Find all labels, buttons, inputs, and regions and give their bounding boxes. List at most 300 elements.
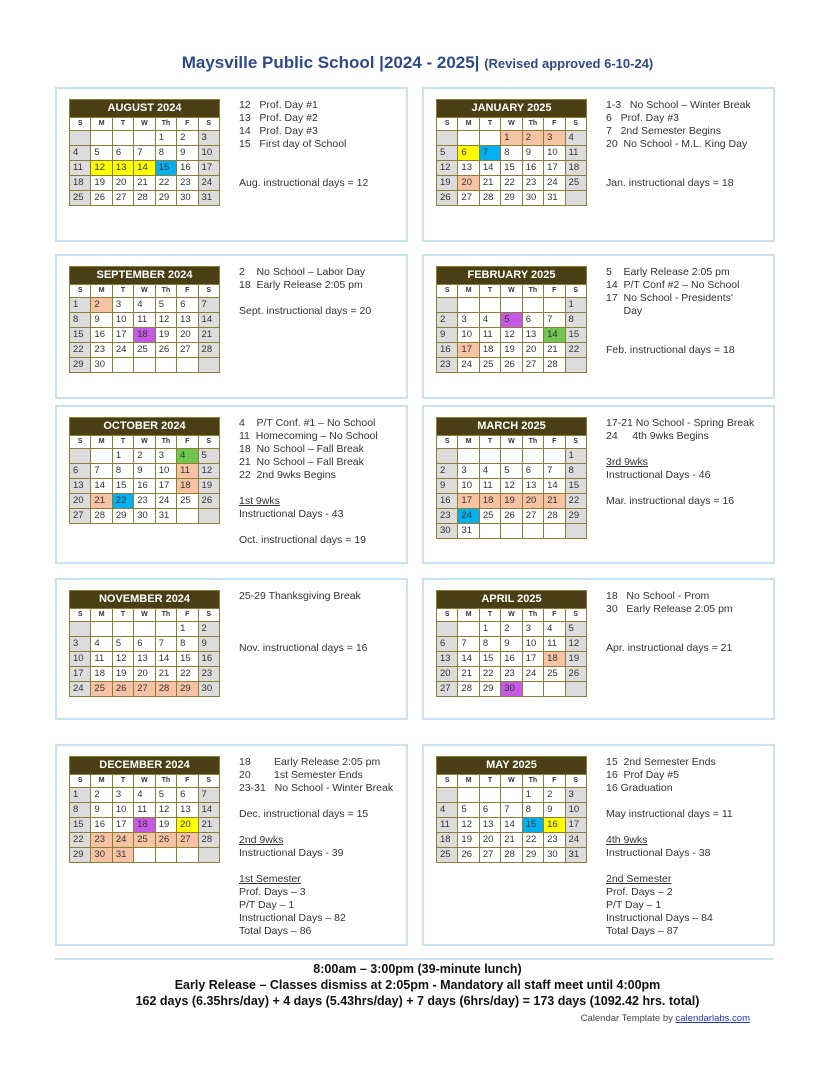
calendar-day: 17	[565, 818, 586, 833]
empty-day	[501, 788, 522, 803]
weekday-header: T	[479, 436, 500, 449]
note-line: 17 No School - Presidents'	[606, 292, 733, 304]
calendarlabs-link[interactable]: calendarlabs.com	[675, 1013, 750, 1024]
weekday-header: F	[177, 118, 198, 131]
month-panel	[55, 87, 408, 242]
calendar-day: 28	[155, 682, 176, 697]
calendar-day: 13	[177, 313, 198, 328]
note-line: Sept. instructional days = 20	[239, 305, 372, 317]
month-calendar	[436, 266, 587, 373]
calendar-day: 28	[134, 191, 155, 206]
empty-day	[155, 358, 176, 373]
calendar-day: 6	[522, 464, 543, 479]
calendar-day: 4	[479, 313, 500, 328]
calendar-day: 5	[437, 146, 458, 161]
weekday-header: F	[544, 118, 565, 131]
calendar-day: 22	[501, 176, 522, 191]
empty-day	[177, 358, 198, 373]
weekday-header: M	[458, 609, 479, 622]
calendar-day: 22	[177, 667, 198, 682]
month-notes	[606, 266, 796, 357]
note-spacer	[606, 860, 796, 873]
weekday-header: S	[565, 609, 586, 622]
empty-day	[501, 449, 522, 464]
note-line: Total Days – 87	[606, 925, 679, 937]
calendar-day: 24	[70, 682, 91, 697]
calendar-day: 29	[501, 191, 522, 206]
calendar-day: 25	[70, 191, 91, 206]
month-calendar	[436, 590, 587, 697]
calendar-day: 10	[458, 328, 479, 343]
weekday-header: F	[177, 436, 198, 449]
calendar-day: 23	[437, 358, 458, 373]
calendar-day: 26	[112, 682, 133, 697]
weekday-header: F	[177, 609, 198, 622]
note-line: 7 2nd Semester Begins	[606, 125, 721, 137]
calendar-day: 28	[501, 848, 522, 863]
calendar-day: 30	[544, 848, 565, 863]
calendar-day: 10	[544, 146, 565, 161]
calendar-day: 14	[544, 328, 565, 343]
note-line: P/T Day – 1	[239, 899, 295, 911]
empty-day	[479, 524, 500, 539]
calendar-day: 27	[112, 191, 133, 206]
empty-day	[70, 131, 91, 146]
calendar-day: 4	[91, 637, 112, 652]
empty-day	[437, 131, 458, 146]
calendar-day: 2	[437, 464, 458, 479]
weekday-header: W	[134, 609, 155, 622]
month-title: DECEMBER 2024	[70, 757, 220, 775]
calendar-day: 3	[70, 637, 91, 652]
calendar-day: 13	[522, 479, 543, 494]
calendar-day: 3	[458, 313, 479, 328]
calendar-day: 23	[544, 833, 565, 848]
weekday-header: S	[70, 609, 91, 622]
calendar-day: 2	[501, 622, 522, 637]
calendar-day: 23	[91, 833, 112, 848]
empty-day	[134, 622, 155, 637]
calendar-day: 24	[198, 176, 219, 191]
empty-day	[565, 191, 586, 206]
empty-day	[198, 358, 219, 373]
calendar-day: 7	[501, 803, 522, 818]
weekday-header: W	[501, 285, 522, 298]
note-spacer	[239, 603, 429, 616]
calendar-day: 7	[479, 146, 500, 161]
calendar-day: 11	[134, 803, 155, 818]
note-line: 30 Early Release 2:05 pm	[606, 603, 733, 615]
month-calendar	[69, 590, 220, 697]
calendar-day: 12	[458, 818, 479, 833]
note-line: 13 Prof. Day #2	[239, 112, 318, 124]
empty-day	[458, 449, 479, 464]
calendar-day: 12	[91, 161, 112, 176]
month-title: NOVEMBER 2024	[70, 591, 220, 609]
calendar-day: 15	[565, 328, 586, 343]
calendar-day: 1	[70, 788, 91, 803]
calendar-day: 18	[70, 176, 91, 191]
calendar-day: 23	[198, 667, 219, 682]
calendar-day: 16	[134, 479, 155, 494]
calendar-day: 23	[522, 176, 543, 191]
weekday-header: F	[177, 285, 198, 298]
calendar-day: 21	[91, 494, 112, 509]
calendar-day: 7	[198, 298, 219, 313]
month-title: JANUARY 2025	[437, 100, 587, 118]
note-spacer	[239, 292, 429, 305]
calendar-day: 20	[458, 176, 479, 191]
calendar-day: 15	[70, 818, 91, 833]
note-spacer	[239, 482, 429, 495]
calendar-day: 9	[177, 146, 198, 161]
calendar-day: 25	[565, 176, 586, 191]
note-line: 15 First day of School	[239, 138, 347, 150]
days-summary: 162 days (6.35hrs/day) + 4 days (5.43hrs/day) + 7 days (6hrs/day) = 173 days (1092.42 hrs. total)	[135, 994, 700, 1008]
calendar-day: 19	[91, 176, 112, 191]
month-title: MARCH 2025	[437, 418, 587, 436]
note-line: 24 4th 9wks Begins	[606, 430, 709, 442]
calendar-day: 4	[544, 622, 565, 637]
empty-day	[70, 449, 91, 464]
calendar-day: 1	[70, 298, 91, 313]
note-line: Mar. instructional days = 16	[606, 495, 735, 507]
calendar-day: 8	[70, 803, 91, 818]
note-line: Dec. instructional days = 15	[239, 808, 369, 820]
weekday-header: S	[198, 775, 219, 788]
page-title	[0, 53, 835, 73]
calendar-day: 6	[70, 464, 91, 479]
calendar-day: 20	[112, 176, 133, 191]
calendar-day: 16	[501, 652, 522, 667]
empty-day	[479, 788, 500, 803]
empty-day	[177, 509, 198, 524]
empty-day	[544, 449, 565, 464]
note-spacer	[606, 164, 796, 177]
calendar-day: 5	[198, 449, 219, 464]
calendar-day: 2	[91, 788, 112, 803]
empty-day	[458, 131, 479, 146]
note-spacer	[239, 164, 429, 177]
calendar-day: 4	[177, 449, 198, 464]
note-line: Instructional Days – 84	[606, 912, 713, 924]
note-line: 1-3 No School – Winter Break	[606, 99, 751, 111]
calendar-day: 12	[437, 161, 458, 176]
title-text: Maysville Public School |2024 - 2025|	[181, 53, 480, 72]
calendar-day: 6	[112, 146, 133, 161]
note-line: Instructional Days - 38	[606, 847, 711, 859]
calendar-day: 19	[501, 494, 522, 509]
calendar-day: 30	[91, 848, 112, 863]
month-calendar	[69, 417, 220, 524]
calendar-day: 11	[437, 818, 458, 833]
note-line: 15 2nd Semester Ends	[606, 756, 716, 768]
note-line: 4 P/T Conf. #1 – No School	[239, 417, 376, 429]
calendar-day: 31	[544, 191, 565, 206]
month-panel	[55, 405, 408, 564]
calendar-day: 2	[544, 788, 565, 803]
calendar-day: 19	[565, 652, 586, 667]
calendar-day: 9	[198, 637, 219, 652]
note-line: Instructional Days - 39	[239, 847, 344, 859]
calendar-day: 26	[565, 667, 586, 682]
month-calendar	[69, 756, 220, 863]
empty-day	[437, 622, 458, 637]
calendar-day: 26	[91, 191, 112, 206]
calendar-day: 4	[70, 146, 91, 161]
calendar-day: 17	[112, 328, 133, 343]
calendar-day: 5	[155, 298, 176, 313]
template-credit	[540, 1013, 750, 1024]
calendar-day: 30	[177, 191, 198, 206]
calendar-day: 26	[501, 509, 522, 524]
calendar-day: 23	[437, 509, 458, 524]
calendar-day: 18	[134, 328, 155, 343]
calendar-day: 26	[437, 191, 458, 206]
calendar-day: 16	[177, 161, 198, 176]
calendar-day: 10	[155, 464, 176, 479]
empty-day	[522, 449, 543, 464]
note-line: 2 No School – Labor Day	[239, 266, 366, 278]
calendar-day: 1	[112, 449, 133, 464]
calendar-day: 30	[198, 682, 219, 697]
calendar-day: 19	[155, 328, 176, 343]
calendar-day: 30	[91, 358, 112, 373]
weekday-header: F	[544, 775, 565, 788]
calendar-day: 11	[565, 146, 586, 161]
calendar-day: 27	[134, 682, 155, 697]
empty-day	[112, 622, 133, 637]
calendar-day: 12	[501, 328, 522, 343]
calendar-day: 19	[437, 176, 458, 191]
calendar-day: 28	[544, 358, 565, 373]
empty-day	[458, 298, 479, 313]
weekday-header: Th	[522, 775, 543, 788]
empty-day	[458, 788, 479, 803]
calendar-day: 16	[522, 161, 543, 176]
calendar-day: 10	[198, 146, 219, 161]
note-spacer	[239, 521, 429, 534]
month-panel	[422, 405, 775, 564]
weekday-header: Th	[522, 436, 543, 449]
empty-day	[112, 131, 133, 146]
calendar-day: 7	[544, 464, 565, 479]
calendar-day: 22	[70, 833, 91, 848]
calendar-day: 25	[437, 848, 458, 863]
weekday-header: W	[501, 436, 522, 449]
calendar-day: 6	[134, 637, 155, 652]
calendar-day: 15	[155, 161, 176, 176]
calendar-day: 9	[544, 803, 565, 818]
note-line: Instructional Days - 46	[606, 469, 711, 481]
calendar-day: 18	[565, 161, 586, 176]
note-spacer	[606, 443, 796, 456]
calendar-day: 20	[479, 833, 500, 848]
calendar-day: 8	[177, 637, 198, 652]
calendar-day: 8	[155, 146, 176, 161]
calendar-day: 17	[198, 161, 219, 176]
calendar-day: 1	[522, 788, 543, 803]
calendar-day: 13	[177, 803, 198, 818]
note-spacer	[606, 821, 796, 834]
calendar-day: 29	[155, 191, 176, 206]
note-line: Total Days – 86	[239, 925, 312, 937]
calendar-day: 21	[479, 176, 500, 191]
calendar-day: 13	[112, 161, 133, 176]
weekday-header: S	[70, 285, 91, 298]
calendar-day: 20	[177, 818, 198, 833]
calendar-day: 21	[458, 667, 479, 682]
calendar-day: 2	[177, 131, 198, 146]
calendar-day: 21	[134, 176, 155, 191]
calendar-day: 25	[134, 833, 155, 848]
weekday-header: M	[458, 285, 479, 298]
calendar-day: 29	[70, 358, 91, 373]
note-line: 5 Early Release 2:05 pm	[606, 266, 730, 278]
weekday-header: M	[458, 436, 479, 449]
calendar-day: 24	[544, 176, 565, 191]
calendar-day: 27	[177, 343, 198, 358]
calendar-day: 5	[112, 637, 133, 652]
calendar-day: 23	[501, 667, 522, 682]
calendar-day: 29	[177, 682, 198, 697]
empty-day	[458, 622, 479, 637]
note-line: 14 Prof. Day #3	[239, 125, 318, 137]
month-panel	[422, 87, 775, 242]
empty-day	[522, 298, 543, 313]
weekday-header: Th	[522, 285, 543, 298]
calendar-day: 12	[155, 803, 176, 818]
weekday-header: S	[198, 285, 219, 298]
calendar-day: 20	[177, 328, 198, 343]
calendar-day: 21	[198, 818, 219, 833]
weekday-header: T	[112, 775, 133, 788]
note-line: 18 Early Release 2:05 pm	[239, 756, 381, 768]
weekday-header: F	[177, 775, 198, 788]
note-line: 18 No School - Prom	[606, 590, 710, 602]
month-notes	[239, 99, 429, 190]
calendar-day: 14	[198, 803, 219, 818]
calendar-day: 9	[134, 464, 155, 479]
calendar-day: 5	[565, 622, 586, 637]
note-line: Prof. Days – 2	[606, 886, 673, 898]
calendar-day: 15	[522, 818, 543, 833]
calendar-day: 5	[501, 464, 522, 479]
calendar-day: 12	[501, 479, 522, 494]
calendar-day: 8	[479, 637, 500, 652]
weekday-header: M	[91, 436, 112, 449]
calendar-day: 31	[458, 524, 479, 539]
calendar-day: 10	[70, 652, 91, 667]
empty-day	[501, 524, 522, 539]
note-line: Instructional Days – 82	[239, 912, 346, 924]
empty-day	[198, 848, 219, 863]
calendar-day: 18	[479, 343, 500, 358]
calendar-day: 9	[501, 637, 522, 652]
calendar-day: 10	[112, 803, 133, 818]
calendar-day: 9	[91, 803, 112, 818]
weekday-header: S	[70, 775, 91, 788]
note-line: Oct. instructional days = 19	[239, 534, 366, 546]
note-line: Feb. instructional days = 18	[606, 344, 735, 356]
calendar-day: 24	[155, 494, 176, 509]
weekday-header: Th	[522, 118, 543, 131]
note-line: Nov. instructional days = 16	[239, 642, 368, 654]
calendar-day: 14	[155, 652, 176, 667]
empty-day	[437, 449, 458, 464]
calendar-day: 30	[522, 191, 543, 206]
calendar-day: 18	[437, 833, 458, 848]
calendar-day: 15	[501, 161, 522, 176]
month-title: APRIL 2025	[437, 591, 587, 609]
calendar-day: 26	[501, 358, 522, 373]
calendar-day: 30	[134, 509, 155, 524]
calendar-day: 23	[177, 176, 198, 191]
calendar-day: 8	[565, 464, 586, 479]
month-notes	[239, 590, 429, 655]
calendar-day: 17	[522, 652, 543, 667]
calendar-day: 3	[112, 298, 133, 313]
note-line: 20 No School - M.L. King Day	[606, 138, 748, 150]
calendar-day: 29	[565, 509, 586, 524]
calendar-day: 21	[544, 343, 565, 358]
note-line: 1st Semester	[239, 873, 301, 885]
weekday-header: T	[112, 436, 133, 449]
calendar-day: 19	[155, 818, 176, 833]
calendar-day: 29	[70, 848, 91, 863]
note-line: 16 Prof Day #5	[606, 769, 679, 781]
weekday-header: M	[91, 775, 112, 788]
calendar-day: 17	[544, 161, 565, 176]
calendar-day: 18	[91, 667, 112, 682]
weekday-header: W	[501, 118, 522, 131]
calendar-day: 18	[134, 818, 155, 833]
weekday-header: S	[565, 775, 586, 788]
note-line: Jan. instructional days = 18	[606, 177, 734, 189]
empty-day	[479, 449, 500, 464]
calendar-day: 3	[522, 622, 543, 637]
note-line: 21 No School – Fall Break	[239, 456, 364, 468]
note-spacer	[606, 616, 796, 629]
calendar-day: 25	[177, 494, 198, 509]
footer-divider	[55, 958, 773, 960]
calendar-day: 9	[437, 328, 458, 343]
calendar-day: 15	[479, 652, 500, 667]
note-line: 2nd 9wks	[239, 834, 284, 846]
weekday-header: S	[565, 285, 586, 298]
note-spacer	[239, 629, 429, 642]
calendar-day: 14	[198, 313, 219, 328]
empty-day	[479, 298, 500, 313]
empty-day	[544, 524, 565, 539]
calendar-day: 10	[458, 479, 479, 494]
weekday-header: Th	[155, 775, 176, 788]
weekday-header: F	[544, 609, 565, 622]
weekday-header: T	[479, 118, 500, 131]
calendar-day: 27	[522, 509, 543, 524]
calendar-day: 11	[479, 328, 500, 343]
empty-day	[544, 682, 565, 697]
empty-day	[134, 131, 155, 146]
calendar-day: 27	[177, 833, 198, 848]
calendar-day: 2	[91, 298, 112, 313]
empty-day	[91, 131, 112, 146]
weekday-header: M	[458, 118, 479, 131]
weekday-header: Th	[155, 609, 176, 622]
calendar-day: 23	[91, 343, 112, 358]
month-notes	[239, 417, 429, 547]
calendar-day: 26	[155, 343, 176, 358]
